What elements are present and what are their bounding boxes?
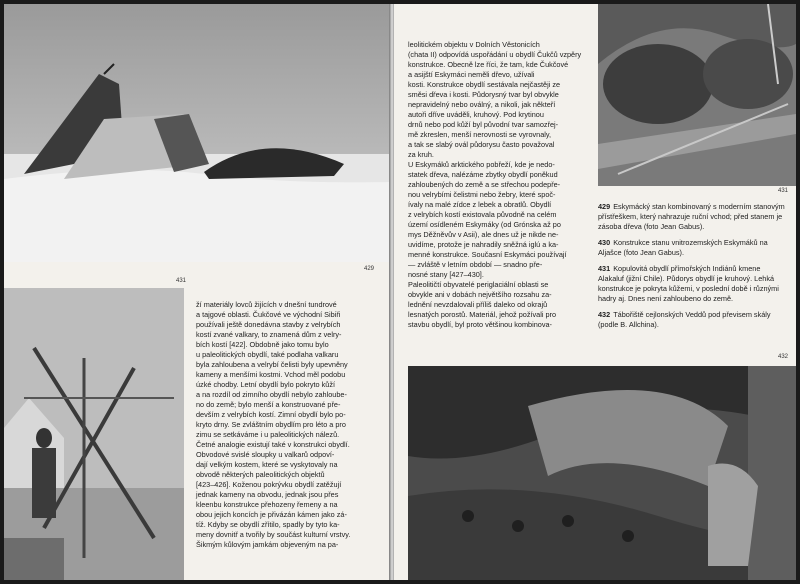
caption-431: 431 Kopulovitá obydlí přímořských Indiánů kmene Alakaluf (jižní Chile). Půdorys obydlí je kruhový. Lehká konstrukce je pokryta kůžemi, v poslední době i různými hadry aj. Dnes není zahloubeno do země. bbox=[598, 264, 779, 303]
text-line: leolitickém objektu v Dolních Věstonicích bbox=[408, 40, 540, 49]
text-line: U Eskymáků arktického pobřeží, kde je nedo- bbox=[408, 160, 555, 169]
right-page bbox=[394, 4, 796, 580]
text-line: mys Děžněvův v Asii), ale dnes už je nikde ne- bbox=[408, 230, 559, 239]
captions bbox=[598, 202, 786, 336]
text-line: a tak se slabý ovál půdorysu často považoval bbox=[408, 140, 555, 149]
text-line: Obvodové svislé sloupky u valkarů odpoví- bbox=[196, 450, 335, 459]
text-line: Paleolitičtí obyvatelé periglaciální oblasti se bbox=[408, 280, 549, 289]
text-line: bích kostí [422]. Obdobně jako tomu bylo bbox=[196, 340, 329, 349]
text-line: za kruh. bbox=[408, 150, 434, 159]
photo-number: 431 bbox=[176, 278, 187, 284]
text-line: Šikmým kůlovým jamkám objeveným na pa- bbox=[196, 540, 339, 549]
text-line: obvykle ani v dobách největšího rozsahu za- bbox=[408, 290, 552, 299]
text-line: jednak kameny na obvodu, jednak jsou přes bbox=[196, 490, 339, 499]
left-page bbox=[4, 4, 390, 580]
text-line: autoři dříve uváděli, kruhový. Pod krytinou bbox=[408, 110, 544, 119]
body-text-right bbox=[408, 40, 588, 330]
text-line: obou jejich koncích je přivázán kámen jako zá- bbox=[196, 510, 347, 519]
text-line: kleenbu konstrukce přehozeny řemeny a na bbox=[196, 500, 338, 509]
text-line: kameny a menšími kostmi. Vchod měl podobu bbox=[196, 370, 346, 379]
text-line: no do země; bylo menší a konstruované pře- bbox=[196, 400, 341, 409]
page-number: 432 bbox=[777, 354, 788, 360]
text-line: z velrybích kostí existovala původně na celém bbox=[408, 210, 557, 219]
photo-eskimo-tent bbox=[4, 4, 390, 262]
text-line: devším z velrybích kostí. Zimní obydlí bylo po- bbox=[196, 410, 346, 419]
text-line: tíž. Kdyby se obydlí zřítilo, spadly by tyto ka- bbox=[196, 520, 340, 529]
photo-number: 429 bbox=[363, 266, 374, 272]
text-line: nosné stany [427–430]. bbox=[408, 270, 484, 279]
text-line: a tajgové oblasti. Čukčové ve východní Sibiři bbox=[196, 310, 341, 319]
text-line: meny dovnitř a tvořily by součást kulturní vrstvy. bbox=[196, 530, 351, 539]
text-line: statek dřeva, nalézáme zbytky obydlí poněkud bbox=[408, 170, 558, 179]
text-line: kostí zvané valkary, to znamená dům z velry- bbox=[196, 330, 342, 339]
text-line: území osídleném Eskymáky (od Grónska až po bbox=[408, 220, 561, 229]
text-line: a na rozdíl od zimního obydlí nebylo zahloube- bbox=[196, 390, 347, 399]
photo-tent-frame bbox=[4, 288, 184, 580]
text-line: (chata II) odpovídá uspořádání u obydlí Čukčů vzpěry bbox=[408, 50, 582, 59]
photo-rock-shelter bbox=[408, 366, 796, 580]
text-line: nou velrybími čelistmi nebo žebry, které spoč- bbox=[408, 190, 556, 199]
text-line: kosti. Konstrukce obydlí sestávala nejčastěji ze bbox=[408, 80, 561, 89]
text-line: dají velkým kostem, které se vyskytovaly na bbox=[196, 460, 338, 469]
text-line: obvodě některých paleolitických objektů bbox=[196, 470, 325, 479]
text-line: lesnatých porostů. Materiál, jehož požívali pro bbox=[408, 310, 557, 319]
photo-number: 431 bbox=[777, 188, 788, 194]
text-line: a asijští Eskymáci neměli dřevo, užívali bbox=[408, 70, 535, 79]
text-line: [423–426]. Koženou pokrývku obydlí zatěžují bbox=[196, 480, 342, 489]
text-line: zahloubených do země a se střechou podepře- bbox=[408, 180, 561, 189]
text-line: ží materiály lovců žijících v dnešní tundrové bbox=[196, 300, 337, 309]
text-line: Četné analogie existují také v konstrukci obydlí. bbox=[196, 440, 350, 449]
text-line: používali ještě donedávna stavby z velrybích bbox=[196, 320, 341, 329]
caption-430: 430 Konstrukce stanu vnitrozemských Eskymáků na Aljašce (foto Jean Gabus). bbox=[598, 238, 768, 257]
text-line: směsi dřeva i kosti. Půdorysný tvar byl obvykle bbox=[408, 90, 559, 99]
text-line: stavbu obydlí, byl proto většinou kombinova- bbox=[408, 320, 552, 329]
body-text-left bbox=[196, 300, 374, 550]
caption-429: 429 Eskymácký stan kombinovaný s moderním stanovým přístřeškem, který nahrazuje ruční vchod; před stanem je zásoba dřeva (foto Jean Gabus). bbox=[598, 202, 785, 231]
photo-dome-dwellings bbox=[598, 4, 796, 186]
text-line: kryto drny. Se zvláštním obydlím pro léto a pro bbox=[196, 420, 346, 429]
text-line: byla zahloubena a velrybí čelisti byly upevněny bbox=[196, 360, 348, 369]
text-line: — zvláště v letním období — snadno pře- bbox=[408, 260, 543, 269]
text-line: nepravidelný nebo oválný, a nikoli, jak někteří bbox=[408, 100, 556, 109]
text-line: mě zkreslen, menší nerovnosti se vyrovnaly, bbox=[408, 130, 552, 139]
text-line: u paleolitických obydlí, také podlaha valkaru bbox=[196, 350, 339, 359]
text-line: lednění nevzdalovali příliš daleko od okrajů bbox=[408, 300, 548, 309]
text-line: úzké chodby. Letní obydlí bylo pokryto kůží bbox=[196, 380, 335, 389]
text-line: drnů nebo pod kůží byl původní tvar samozřej- bbox=[408, 120, 559, 129]
text-line: uvidíme, protože je nahradily sněžná iglú a ka- bbox=[408, 240, 559, 249]
text-line: menné konstrukce. Současní Eskymáci používají bbox=[408, 250, 567, 259]
text-line: ívaly na malé zídce z lebek a obratlů. Obydlí bbox=[408, 200, 552, 209]
caption-432: 432 Tábořiště cejlonských Veddů pod převisem skály (podle B. Allchina). bbox=[598, 310, 771, 329]
text-line: zimu se setkáváme i u paleolitických nálezů. bbox=[196, 430, 340, 439]
text-line: konstrukce. Obecně lze říci, že tam, kde Čukčové bbox=[408, 60, 569, 69]
